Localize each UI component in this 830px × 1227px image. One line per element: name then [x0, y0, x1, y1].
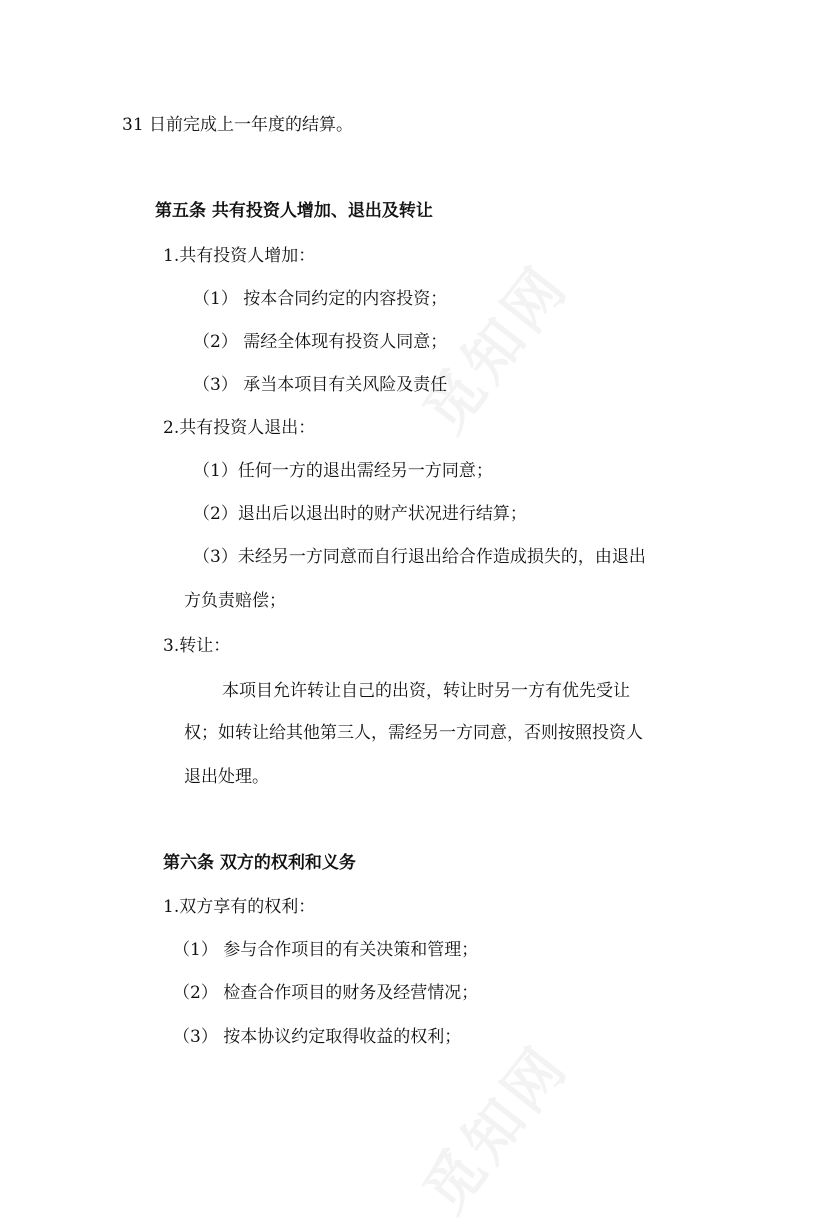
- list-heading: 1.双方享有的权利：: [163, 897, 316, 917]
- watermark-lower: [400, 1024, 584, 1227]
- list-item: （3）未经另一方同意而自行退出给合作造成损失的，由退出: [193, 547, 646, 567]
- list-item-continuation: 方负责赔偿；: [184, 591, 286, 611]
- list-item: （2） 需经全体现有投资人同意；: [193, 332, 448, 352]
- list-item: （3） 按本协议约定取得收益的权利；: [173, 1027, 462, 1047]
- list-item: （3） 承当本项目有关风险及责任: [193, 375, 448, 395]
- paragraph-line: 31 日前完成上一年度的结算。: [122, 115, 354, 135]
- section-heading-article-6: 第六条 双方的权利和义务: [163, 853, 356, 873]
- paragraph-line: 退出处理。: [184, 767, 269, 787]
- list-heading: 1.共有投资人增加：: [163, 246, 316, 266]
- list-heading: 2.共有投资人退出：: [163, 418, 316, 438]
- paragraph-line: 权；如转让给其他第三人，需经另一方同意，否则按照投资人: [184, 723, 643, 743]
- list-item: （1） 参与合作项目的有关决策和管理；: [173, 940, 479, 960]
- paragraph-line: 本项目允许转让自己的出资，转让时另一方有优先受让: [222, 681, 630, 701]
- list-heading: 3.转让：: [163, 636, 231, 656]
- list-item: （1）任何一方的退出需经另一方同意；: [193, 461, 493, 481]
- list-item: （2） 检查合作项目的财务及经营情况；: [173, 983, 479, 1003]
- list-item: （2）退出后以退出时的财产状况进行结算；: [193, 504, 527, 524]
- list-item: （1） 按本合同约定的内容投资；: [193, 289, 448, 309]
- section-heading-article-5: 第五条 共有投资人增加、退出及转让: [155, 201, 433, 221]
